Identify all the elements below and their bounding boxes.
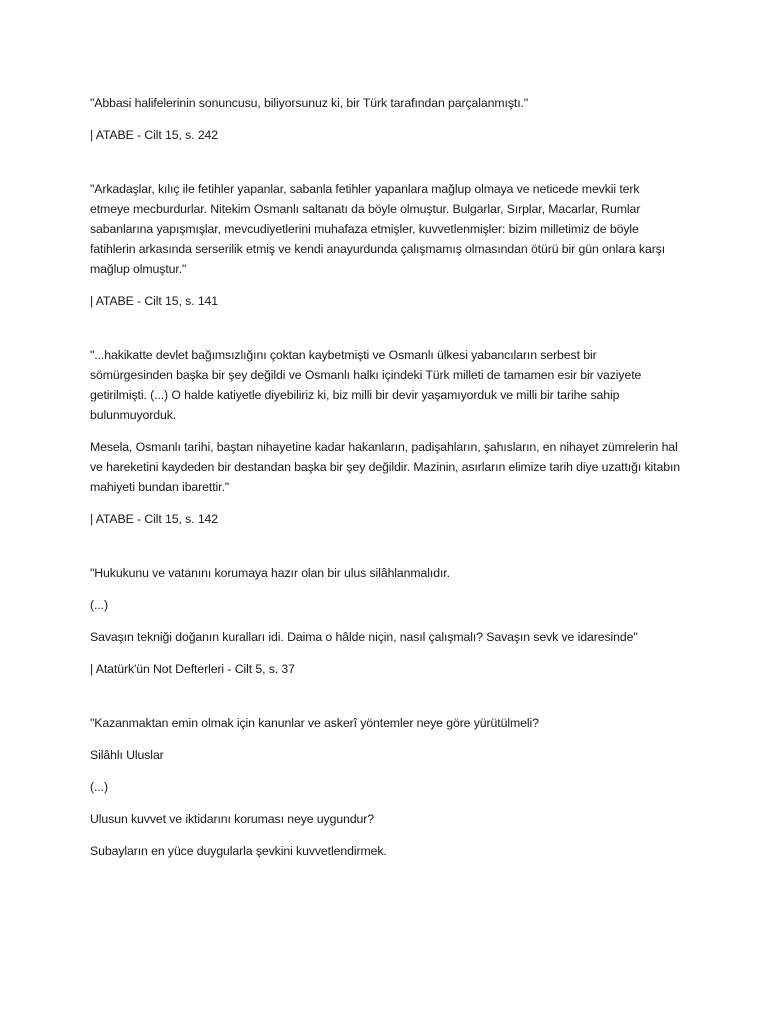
quote-paragraph: Savaşın tekniği doğanın kuralları idi. Daima o hâlde niçin, nasıl çalışmalı? Savaşın sevk ve idaresinde": [90, 630, 638, 644]
quote-block: [90, 563, 682, 679]
quote-paragraph: (...): [90, 780, 108, 794]
quote-paragraph: "Kazanmaktan emin olmak için kanunlar ve askerî yöntemler neye göre yürütülmeli?: [90, 716, 539, 730]
quote-block: [90, 713, 682, 861]
block-spacer: [90, 145, 682, 179]
block-spacer: [90, 679, 682, 713]
quote-reference: | ATABE - Cilt 15, s. 242: [90, 128, 219, 142]
quote-paragraph: "Arkadaşlar, kılıç ile fetihler yapanlar, sabanla fetihler yapanlara mağlup olmaya ve neticede mevkii terk etmeye mecburdurlar. Nitekim Osmanlı saltanatı da böyle olmuştur. Bulgarlar, Sırplar, Macarlar, Rumlar sabanlarına yapışmışlar, mevcudiyetlerini muhafaza etmişler, kuvvetlenmişler: bizim milletimiz de böyle fatihlerin arkasında serserilik etmiş ve kendi anayurdunda çalışmamış olmasından ötürü bir gün onlara karşı mağlup olmuştur.": [90, 182, 666, 276]
quote-block: [90, 345, 682, 529]
quote-block: [90, 179, 682, 311]
quote-paragraph: "...hakikatte devlet bağımsızlığını çoktan kaybetmişti ve Osmanlı ülkesi yabancıların serbest bir sömürgesinden başka bir şey değildi ve Osmanlı halkı içindeki Türk milleti de tamamen esir bir vaziyete getirilmişti. (...) O halde katiyetle diyebiliriz ki, biz milli bir devir yaşamıyorduk ve milli bir tarihe sahip bulunmuyorduk.: [90, 348, 642, 422]
block-spacer: [90, 311, 682, 345]
quote-paragraph: (...): [90, 598, 108, 612]
quote-paragraph: Silâhlı Uluslar: [90, 748, 164, 762]
quote-paragraph: Ulusun kuvvet ve iktidarını koruması neye uygundur?: [90, 812, 375, 826]
quote-reference: | Atatürk'ün Not Defterleri - Cilt 5, s. 37: [90, 662, 295, 676]
quote-reference: | ATABE - Cilt 15, s. 142: [90, 512, 219, 526]
quote-paragraph: "Hukukunu ve vatanını korumaya hazır olan bir ulus silâhlanmalıdır.: [90, 566, 450, 580]
quote-reference: | ATABE - Cilt 15, s. 141: [90, 294, 219, 308]
block-spacer: [90, 529, 682, 563]
quote-block: [90, 93, 682, 145]
quote-paragraph: Subayların en yüce duygularla şevkini kuvvetlendirmek.: [90, 844, 387, 858]
quote-paragraph: Mesela, Osmanlı tarihi, baştan nihayetine kadar hakanların, padişahların, şahısların, en nihayet zümrelerin hal ve hareketini kaydeden bir destandan başka bir şey değildir. Mazinin, asırların elimize tarih diye uzattığı kitabın mahiyeti bundan ibarettir.": [90, 440, 681, 494]
document-body: [90, 93, 682, 873]
quote-paragraph: "Abbasi halifelerinin sonuncusu, biliyorsunuz ki, bir Türk tarafından parçalanmıştı.": [90, 96, 529, 110]
